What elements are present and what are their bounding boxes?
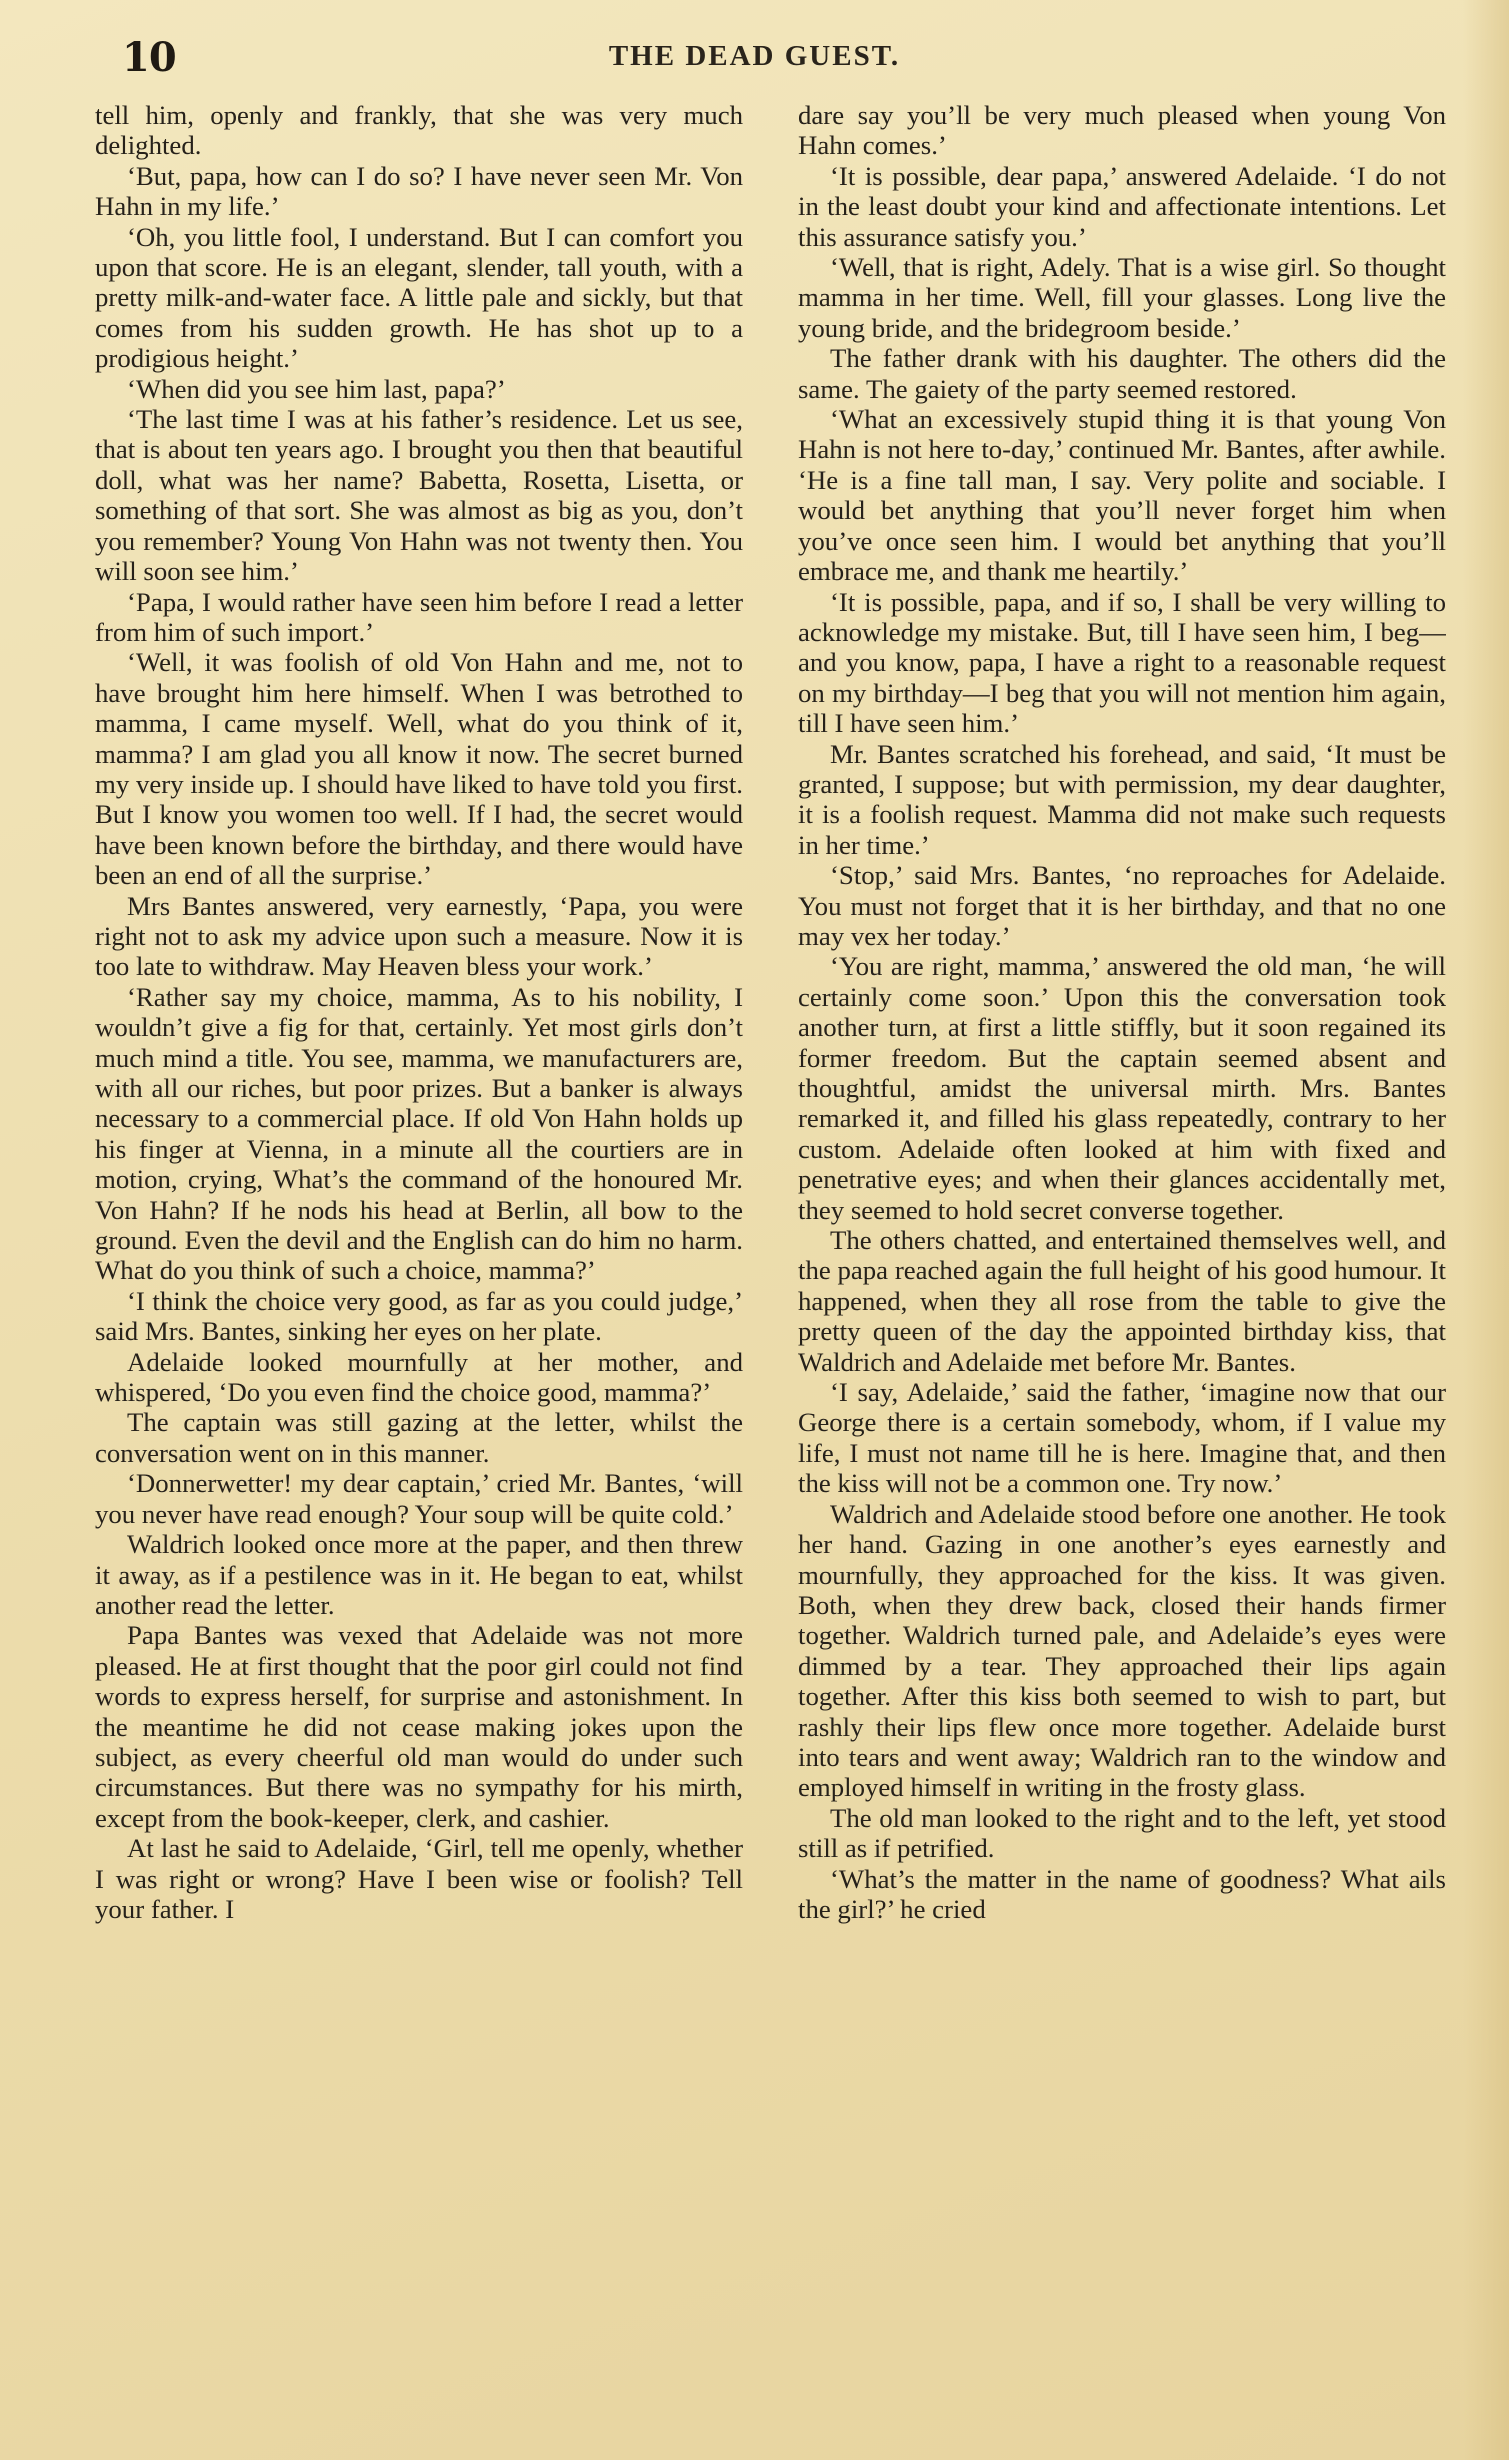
paragraph: dare say you’ll be very much pleased when young Von Hahn comes.’ [798, 100, 1446, 161]
paragraph: At last he said to Adelaide, ‘Girl, tell me openly, whether I was right or wrong? Have I been wise or foolish? Tell your father. I [95, 1833, 743, 1924]
paragraph: Mr. Bantes scratched his forehead, and said, ‘It must be granted, I suppose; but with permission, my dear daughter, it is a foolish request. Mamma did not make such requests in her time.’ [798, 738, 1446, 860]
paragraph: The others chatted, and entertained themselves well, and the papa reached again the full height of his good humour. It happened, when they all rose from the table to give the pretty queen of the day the appointed birthday kiss, that Waldrich and Adelaide met before Mr. Bantes. [798, 1225, 1446, 1377]
paragraph: ‘What’s the matter in the name of goodness? What ails the girl?’ he cried [798, 1863, 1446, 1924]
paragraph: ‘Well, it was foolish of old Von Hahn and me, not to have brought him here himself. When I was betrothed to mamma, I came myself. Well, what do you think of it, mamma? I am glad you all know it now. The secret burned my very inside up. I should have liked to have told you first. But I know you women too well. If I had, the secret would have been known before the birthday, and there would have been an end of all the surprise.’ [95, 647, 743, 891]
paragraph: ‘It is possible, papa, and if so, I shall be very willing to acknowledge my mistake. But, till I have seen him, I beg—and you know, papa, I have a right to a reasonable request on my birthday—I beg that you will not mention him again, till I have seen him.’ [798, 586, 1446, 739]
paragraph: ‘But, papa, how can I do so? I have never seen Mr. Von Hahn in my life.’ [95, 160, 743, 222]
paragraph: ‘The last time I was at his father’s residence. Let us see, that is about ten years ago. I brought you then that beautiful doll, what was her name? Babetta, Rosetta, Lisetta, or something of that sort. She was almost as big as you, don’t you remember? Young Von Hahn was not twenty then. You will soon see him.’ [95, 404, 743, 587]
paragraph: Adelaide looked mournfully at her mother, and whispered, ‘Do you even find the choice good, mamma?’ [95, 1346, 743, 1408]
paragraph: ‘It is possible, dear papa,’ answered Adelaide. ‘I do not in the least doubt your kind and affectionate intentions. Let this assurance satisfy you.’ [798, 160, 1446, 252]
running-title: THE DEAD GUEST. [608, 40, 901, 72]
paragraph: Waldrich looked once more at the paper, and then threw it away, as if a pestilence was in it. He began to eat, whilst another read the letter. [95, 1529, 743, 1620]
paragraph: ‘When did you see him last, papa?’ [127, 373, 506, 404]
paragraph: Papa Bantes was vexed that Adelaide was not more pleased. He at first thought that the poor girl could not find words to express herself, for surprise and astonishment. In the meantime he did not cease making jokes upon the subject, as every cheerful old man would do under such circumstances. But there was no sympathy for his mirth, except from the book-keeper, clerk, and cashier. [95, 1620, 743, 1833]
paragraph: The old man looked to the right and to the left, yet stood still as if petrified. [798, 1802, 1446, 1864]
paragraph: ‘You are right, mamma,’ answered the old man, ‘he will certainly come soon.’ Upon this the conversation took another turn, at first a little stiffly, but it soon regained its former freedom. But the captain seemed absent and thoughtful, amidst the universal mirth. Mrs. Bantes remarked it, and filled his glass repeatedly, contrary to her custom. Adelaide often looked at him with fixed and penetrative eyes; and when their glances accidentally met, they seemed to hold secret converse together. [798, 951, 1446, 1225]
right-text-column [798, 100, 1446, 2430]
paragraph: ‘Donnerwetter! my dear captain,’ cried Mr. Bantes, ‘will you never have read enough? Your soup will be quite cold.’ [95, 1468, 743, 1529]
left-text-column [95, 100, 743, 2430]
paragraph: ‘I think the choice very good, as far as you could judge,’ said Mrs. Bantes, sinking her eyes on her plate. [95, 1285, 743, 1347]
paragraph: ‘Oh, you little fool, I understand. But I can comfort you upon that score. He is an elegant, slender, tall youth, with a pretty milk-and-water face. A little pale and sickly, but that comes from his sudden growth. He has shot up to a prodigious height.’ [95, 221, 743, 374]
paragraph: ‘Stop,’ said Mrs. Bantes, ‘no reproaches for Adelaide. You must not forget that it is her birthday, and that no one may vex her today.’ [798, 860, 1446, 951]
page-edge-shadow [1463, 0, 1509, 2460]
paragraph: The captain was still gazing at the letter, whilst the conversation went on in this manner. [95, 1407, 743, 1468]
paragraph: ‘Rather say my choice, mamma, As to his nobility, I wouldn’t give a fig for that, certainly. Yet most girls don’t much mind a title. You see, mamma, we manufacturers are, with all our riches, but poor prizes. But a banker is always necessary to a commercial place. If old Von Hahn holds up his finger at Vienna, in a minute all the courtiers are in motion, crying, What’s the command of the honoured Mr. Von Hahn? If he nods his head at Berlin, all bow to the ground. Even the devil and the English can do him no harm. What do you think of such a choice, mamma?’ [95, 981, 743, 1286]
paragraph: tell him, openly and frankly, that she was very much delighted. [95, 100, 743, 161]
paragraph: The father drank with his daughter. The others did the same. The gaiety of the party seemed restored. [798, 343, 1446, 404]
paragraph: ‘I say, Adelaide,’ said the father, ‘imagine now that our George there is a certain somebody, whom, if I value my life, I must not name till he is here. Imagine that, and then the kiss will not be a common one. Try now.’ [798, 1377, 1446, 1499]
page-header [0, 26, 1509, 86]
page-number: 10 [122, 34, 176, 81]
paragraph: Mrs Bantes answered, very earnestly, ‘Papa, you were right not to ask my advice upon such a measure. Now it is too late to withdraw. May Heaven bless your work.’ [95, 890, 743, 982]
paragraph: ‘Papa, I would rather have seen him before I read a letter from him of such import.’ [95, 586, 743, 647]
paragraph: ‘What an excessively stupid thing it is that young Von Hahn is not here to-day,’ continued Mr. Bantes, after awhile. ‘He is a fine tall man, I say. Very polite and sociable. I would bet anything that you’ll never forget him when you’ve once seen him. I would bet anything that you’ll embrace me, and thank me heartily.’ [798, 404, 1446, 587]
paragraph: Waldrich and Adelaide stood before one another. He took her hand. Gazing in one another’s eyes earnestly and mournfully, they approached for the kiss. It was given. Both, when they drew back, closed their hands firmer together. Waldrich turned pale, and Adelaide’s eyes were dimmed by a tear. They approached their lips again together. After this kiss both seemed to wish to part, but rashly their lips flew once more together. Adelaide burst into tears and went away; Waldrich ran to the window and employed himself in writing in the frosty glass. [798, 1498, 1446, 1803]
paragraph: ‘Well, that is right, Adely. That is a wise girl. So thought mamma in her time. Well, fill your glasses. Long live the young bride, and the bridegroom beside.’ [798, 252, 1446, 343]
